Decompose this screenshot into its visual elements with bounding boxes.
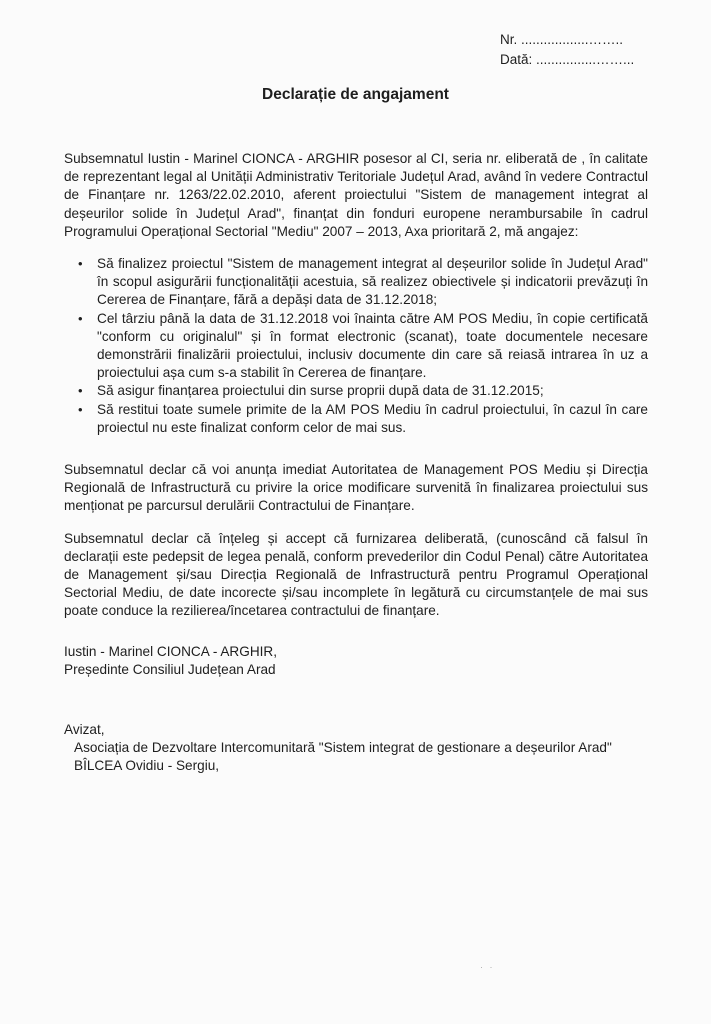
registration-date: Dată: ................……... — [500, 52, 635, 67]
registration-number: Nr. ..................…….. — [500, 32, 624, 47]
liability-paragraph: Subsemnatul declar că înțeleg și accept că furnizarea deliberată, (cunoscând că falsul în declarații este pedepsit de legea penală, conform prevederilor din Codul Penal) către Autoritatea de Management și/sau Direcția Regională de Infrastructură pentru Programul Operațional Sectorial Mediu, de date incorecte și/sau incomplete în legătură cu circumstanțele de mai sus poate conduce la rezilierea/încetarea contractului de finanțare. — [64, 530, 648, 619]
document-title: Declarație de angajament — [262, 86, 449, 103]
intro-paragraph: Subsemnatul Iustin - Marinel CIONCA - ARGHIR posesor al CI, seria nr. eliberată de , în calitate de reprezentant legal al Unității Administrativ Teritoriale Județul Arad, având în vedere Contractul de Finanțare nr. 1263/22.02.2010, aferent proiectului "Sistem de management integrat al deșeurilor solide în Județul Arad", finanțat din fonduri europene nerambursabile în cadrul Programului Operațional Sectorial "Mediu" 2007 – 2013, Axa prioritară 2, mă angajez: — [64, 151, 648, 239]
signatory-name: Iustin - Marinel CIONCA - ARGHIR, — [64, 643, 278, 659]
commitment-item: • Să restitui toate sumele primite de la AM POS Mediu în cadrul proiectului, în cazul în care proiectul nu este finalizat conform celor de mai sus. — [97, 401, 648, 437]
commitments-list — [64, 255, 648, 437]
document-body — [64, 150, 648, 776]
approval-block — [64, 721, 648, 776]
registration-block — [500, 30, 634, 70]
signature-block — [64, 643, 648, 679]
scan-artifact: · · — [480, 962, 495, 972]
approval-name: BÎLCEA Ovidiu - Sergiu, — [74, 758, 220, 774]
approval-organization: Asociația de Dezvoltare Intercomunitară "Sistem integrat de gestionare a deșeurilor Arad" — [74, 740, 612, 756]
approval-label: Avizat, — [64, 722, 105, 738]
commitment-item: • Să asigur finanțarea proiectului din surse proprii după data de 31.12.2015; — [97, 382, 648, 400]
signatory-role: Președinte Consiliul Județean Arad — [64, 661, 276, 677]
commitment-item: • Să finalizez proiectul "Sistem de management integrat al deșeurilor solide în Județul Arad" în scopul asigurării funcționalității acestuia, să realizez obiectivele și indicatorii prevăzuți în Cererea de Finanțare, fără a depăși data de 31.12.2018; — [97, 255, 648, 310]
commitment-item: • Cel târziu până la data de 31.12.2018 voi înainta către AM POS Mediu, în copie certificată "conform cu originalul" și în format electronic (scanat), toate documentele necesare demonstrării finalizării proiectului, inclusiv documente din care să reiasă intrarea în uz a proiectului așa cum s-a stabilit în Cererea de finanțare. — [97, 310, 648, 383]
notification-paragraph: Subsemnatul declar că voi anunța imediat Autoritatea de Management POS Mediu și Direcția Regională de Infrastructură cu privire la orice modificare survenită în finalizarea proiectului sus menționat pe parcursul derulării Contractului de Finanțare. — [64, 462, 648, 514]
